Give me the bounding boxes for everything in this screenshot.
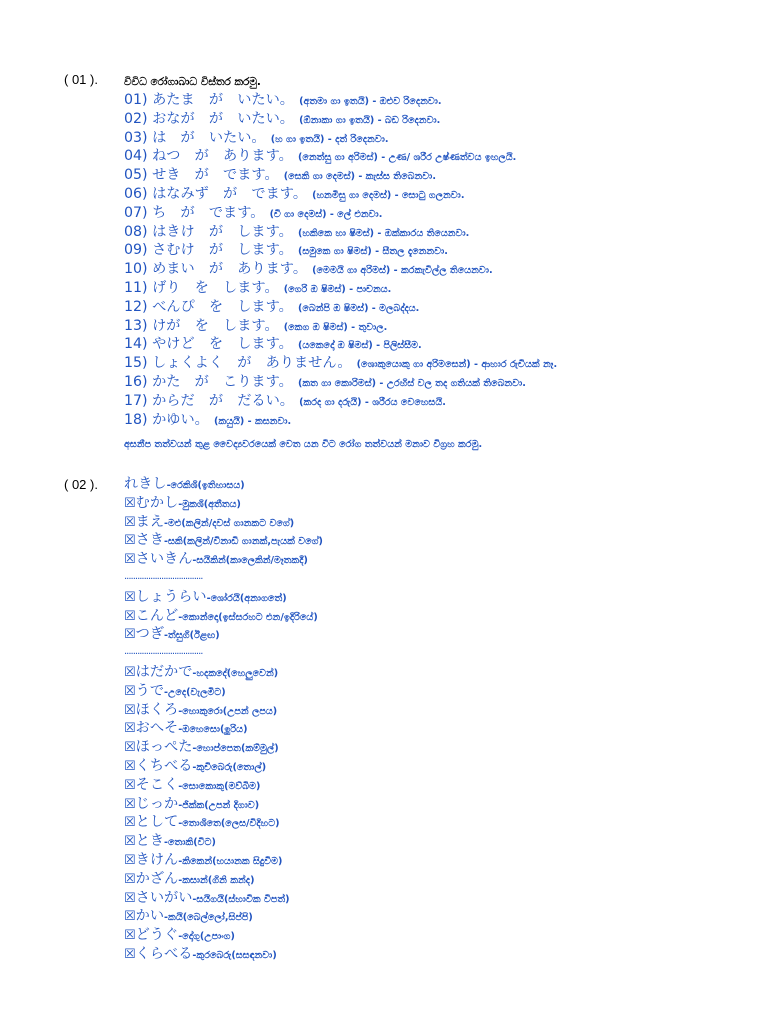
symptom-japanese: 09) さむけ が します。 <box>124 242 293 259</box>
checkbox-glyph-icon: ☒ <box>124 683 136 699</box>
vocab-japanese: かざん <box>135 870 179 887</box>
symptom-item <box>124 222 557 241</box>
symptom-japanese: 18) かゆい。 <box>124 411 209 428</box>
symptom-sinhala: (කරද ගා දරුයි) - ශරීරය වෙහෙසයි. <box>299 396 446 408</box>
vocab-sinhala: -කසාන්(ගිනි කන්ද) <box>178 874 255 886</box>
checkbox-glyph-icon: ☒ <box>124 852 136 868</box>
vocab-item <box>124 662 323 681</box>
vocab-sinhala: -දෝගු(උපාංග) <box>178 931 235 943</box>
vocab-item-first <box>124 474 323 493</box>
symptom-sinhala: (බෙන්පි ඔ ෂිමස්) - මලබද්දය. <box>297 302 420 314</box>
symptom-sinhala: (කයුයි) - කසනවා. <box>213 415 292 427</box>
vocab-japanese: さいきん <box>135 551 193 568</box>
vocab-sinhala: -හදකදේ(හෙලුවෙන්) <box>192 667 279 679</box>
vocab-item <box>124 512 323 531</box>
symptom-japanese: 02) おなが が いたい。 <box>124 110 294 127</box>
vocab-japanese: こんど <box>135 607 179 624</box>
vocab-japanese: はだかで <box>135 663 193 680</box>
vocab-item <box>124 700 323 719</box>
symptom-item <box>124 278 557 297</box>
vocab-japanese: どうぐ <box>135 927 179 944</box>
vocab-sinhala: -මුකශි(අතීතය) <box>178 498 241 510</box>
symptom-item <box>124 184 557 203</box>
vocab-sinhala: -කොන්දො(ඉස්සරහට එන/ඉදිරියේ) <box>178 611 318 623</box>
symptom-sinhala: (හකිකෙ හා ෂිමස්) - ඔක්කාරය තියෙනවා. <box>297 227 470 239</box>
checkbox-glyph-icon: ☒ <box>124 514 136 530</box>
vocab-sinhala: -සොකොකු(මව්බිම) <box>178 780 261 792</box>
vocab-item <box>124 493 323 512</box>
vocab-sinhala: -ඔහෙසො(ඉුරිය) <box>178 724 248 736</box>
symptom-item <box>124 240 557 259</box>
vocab-item <box>124 831 323 850</box>
checkbox-glyph-icon: ☒ <box>124 740 136 756</box>
vocab-item <box>124 850 323 869</box>
symptom-sinhala: (ශොකුයොකු ගා අරිමසෙන්) - ආහාර රුචියක් නෑ. <box>356 359 558 371</box>
symptom-sinhala: (කත ගා කොරිමස්) - උරහිස් වල තද ගතියක් තිබෙනවා. <box>297 377 526 389</box>
section-1-number: ( 01 ). <box>64 72 98 87</box>
vocab-japanese: くらべる <box>135 945 193 962</box>
checkbox-glyph-icon: ☒ <box>124 890 136 906</box>
vocab-item <box>124 944 323 963</box>
symptom-sinhala: (නෙත්සු ගා අරිමස්) - උණ/ ශරීර උෂ්ණත්වය ඉහලයි. <box>297 152 517 164</box>
symptom-japanese: 01) あたま が いたい。 <box>124 92 294 108</box>
symptom-japanese: 10) めまい が あります。 <box>124 261 308 278</box>
vocab-item <box>124 756 323 775</box>
vocab-japanese: さいがい <box>135 889 193 906</box>
symptom-sinhala: (ගෙරි ඔ ෂිමස්) - පාචනය. <box>283 283 392 295</box>
vocab-japanese: じっか <box>135 795 179 812</box>
vocab-item <box>124 718 323 737</box>
vocab-sinhala: -සයිකින්(කාලෙකින්/මෑතකදී) <box>192 555 308 567</box>
symptom-item <box>124 334 557 353</box>
vocab-item <box>124 530 323 549</box>
vocab-sinhala: -කුරබෙරු(සසඳනවා) <box>192 949 277 961</box>
checkbox-glyph-icon: ☒ <box>124 777 136 793</box>
vocab-sinhala: -උදෙ(වැලමිට) <box>164 686 226 698</box>
vocab-sinhala: -හොකුරො(උපන් ලපය) <box>178 705 278 717</box>
vocab-sinhala: -කුචිබෙරු(තොල්) <box>192 761 267 773</box>
checkbox-glyph-icon: ☒ <box>124 928 136 944</box>
vocab-japanese: さき <box>135 532 165 549</box>
heading-text: විවිධ රෝගාබාධ විස්තර කරමු. <box>124 76 261 88</box>
vocab-item <box>124 624 323 643</box>
symptom-item <box>124 128 557 147</box>
vocab-japanese: きけん <box>135 851 179 868</box>
vocab-item <box>124 737 323 756</box>
symptom-japanese: 03) は が いたい。 <box>124 129 266 146</box>
symptom-sinhala: (ඕනාකා ගා ඉතයි) - බඩ රිදෙනවා. <box>299 114 441 126</box>
section-1-heading <box>124 70 557 90</box>
symptom-sinhala: (හනමිසු ගා දෙමස්) - සොටු ගලනවා. <box>312 189 465 201</box>
checkbox-glyph-icon: ☒ <box>124 796 136 812</box>
symptom-sinhala: (චි ගා දෙමස්) - ලේ එනවා. <box>269 208 383 220</box>
checkbox-glyph-icon: ☒ <box>124 909 136 925</box>
symptom-item <box>124 90 557 109</box>
symptom-japanese: 05) せき が でます。 <box>124 167 279 184</box>
symptom-item <box>124 353 557 372</box>
vocab-japanese: とき <box>135 833 165 850</box>
vocab-sinhala: -ත්සුගි(ඊළඟ) <box>164 630 220 642</box>
vocab-sinhala: -කයි(බෙල්ලෝ,සිප්පි) <box>164 912 253 924</box>
vocab-item <box>124 587 323 606</box>
dotted-separator: .................................... <box>124 570 203 582</box>
symptom-sinhala: (කෙග ඔ ෂිමස්) - තුවාල. <box>283 321 388 333</box>
vocab-sinhala: -ශෝරයි(අනාගතේ) <box>206 592 287 604</box>
symptom-sinhala: (සෙකි ගා දෙමස්) - කැස්ස තිබෙනවා. <box>283 171 436 183</box>
vocab-japanese: うで <box>135 682 165 699</box>
symptom-japanese: 11) げり を します。 <box>124 279 279 296</box>
vocab-japanese: しょうらい <box>135 588 207 605</box>
vocab-item <box>124 681 323 700</box>
checkbox-glyph-icon: ☒ <box>124 627 136 643</box>
checkbox-glyph-icon: ☒ <box>124 664 136 680</box>
vocab-sinhala: -සකි(කලින්/විනාඩි ගානක්,පැයක් වගේ) <box>164 536 323 548</box>
vocab-japanese: かい <box>135 908 165 925</box>
symptom-japanese: 15) しょくよく が ありません。 <box>124 355 352 372</box>
vocab-sinhala: -මඑ(කලින්/දවස් ගානකට වගේ) <box>164 517 295 529</box>
checkbox-glyph-icon: ☒ <box>124 552 136 568</box>
checkbox-glyph-icon: ☒ <box>124 721 136 737</box>
vocab-item <box>124 888 323 907</box>
checkbox-glyph-icon: ☒ <box>124 533 136 549</box>
vocab-sinhala: -ජික්ක(උපන් දිගාව) <box>178 799 260 811</box>
symptom-item <box>124 165 557 184</box>
checkbox-glyph-icon: ☒ <box>124 495 136 511</box>
symptom-japanese: 16) かた が こります。 <box>124 373 293 390</box>
vocab-sinhala: -තොශිතෙ(ලෙස/විදිහට) <box>178 818 280 830</box>
section-1-list <box>124 70 557 428</box>
vocab-item <box>124 812 323 831</box>
vocab-item <box>124 906 323 925</box>
vocab-sinhala: -රෙකිශි(ඉතිහාසය) <box>166 480 245 491</box>
vocab-item <box>124 925 323 944</box>
section-1-note: අසනීප තත්වයන් තුළ වෛද්‍යවරයෙක් වෙත යන විට රෝග තත්වයන් මනාව විග්‍රහ කරමු. <box>124 439 483 450</box>
symptom-japanese: 08) はきけ が します。 <box>124 223 293 240</box>
vocab-japanese: まえ <box>135 513 165 530</box>
checkbox-glyph-icon: ☒ <box>124 834 136 850</box>
vocab-item <box>124 775 323 794</box>
symptom-item <box>124 109 557 128</box>
symptom-sinhala: (අතමා ගා ඉතයි) - ඔළුව රිදෙනවා. <box>299 96 442 107</box>
checkbox-glyph-icon: ☒ <box>124 702 136 718</box>
symptom-item <box>124 203 557 222</box>
vocab-japanese: おへそ <box>135 720 179 737</box>
vocab-japanese: そこく <box>135 776 179 793</box>
symptom-item <box>124 410 557 429</box>
vocab-item <box>124 794 323 813</box>
section-2-list <box>124 474 323 963</box>
symptom-sinhala: (හ ගා ඉතයි) - දත් රිදෙනවා. <box>270 133 389 145</box>
symptom-item <box>124 316 557 335</box>
vocab-sinhala: -තොකි(විට) <box>164 837 216 849</box>
symptom-item <box>124 297 557 316</box>
symptom-japanese: 04) ねつ が あります。 <box>124 148 293 165</box>
checkbox-glyph-icon: ☒ <box>124 608 136 624</box>
checkbox-glyph-icon: ☒ <box>124 758 136 774</box>
vocab-japanese: ほくろ <box>135 701 179 718</box>
symptom-japanese: 06) はなみず が でます。 <box>124 185 308 202</box>
symptom-item <box>124 391 557 410</box>
vocab-item <box>124 549 323 568</box>
vocab-japanese: くちべる <box>135 757 193 774</box>
vocab-item <box>124 869 323 888</box>
symptom-sinhala: (සමුකෙ ගා ෂිමස්) - සීතල දැනෙනවා. <box>297 246 448 258</box>
symptom-japanese: 07) ち が でます。 <box>124 204 265 221</box>
dotted-separator: .................................... <box>124 646 203 658</box>
symptom-japanese: 12) べんぴ を します。 <box>124 298 293 315</box>
checkbox-glyph-icon: ☒ <box>124 871 136 887</box>
vocab-japanese: つぎ <box>135 626 165 643</box>
symptom-item <box>124 146 557 165</box>
symptom-japanese: 14) やけど を します。 <box>124 336 293 353</box>
checkbox-glyph-icon: ☒ <box>124 589 136 605</box>
vocab-japanese: として <box>135 814 179 831</box>
section-2-number: ( 02 ). <box>64 477 98 492</box>
symptom-japanese: 17) からだ が だるい。 <box>124 392 294 409</box>
vocab-item <box>124 606 323 625</box>
vocab-japanese: れきし <box>124 476 167 492</box>
vocab-sinhala: -සයිගයි(ස්භාවික විපත්) <box>192 893 290 905</box>
vocab-sinhala: -කිකෙන්(භයානක සිදුවීම) <box>178 855 283 867</box>
symptom-japanese: 13) けが を します。 <box>124 317 279 334</box>
vocab-japanese: ほっぺた <box>135 739 193 756</box>
vocab-sinhala: -හොප්පෙත(කම්මුල්) <box>192 743 279 755</box>
checkbox-glyph-icon: ☒ <box>124 815 136 831</box>
checkbox-glyph-icon: ☒ <box>124 946 136 962</box>
vocab-japanese: むかし <box>135 494 179 511</box>
symptom-sinhala: (යකෙදෝ ඔ ෂිමස්) - පිලිස්සීම. <box>297 340 422 352</box>
symptom-sinhala: (මෙමයි ගා අරිමස්) - කරකැවිල්ල තියෙනවා. <box>312 265 493 277</box>
symptom-item <box>124 372 557 391</box>
symptom-item <box>124 259 557 278</box>
